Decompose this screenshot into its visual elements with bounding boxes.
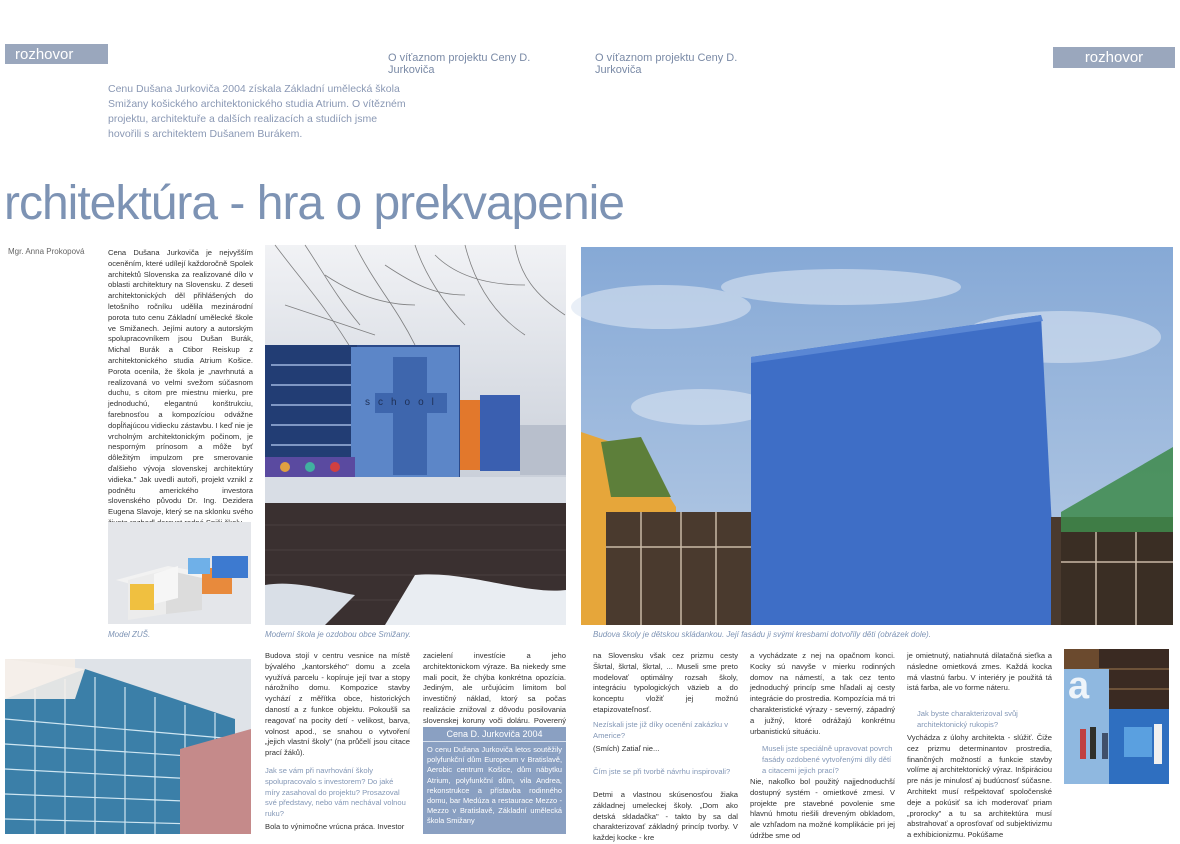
- right-col1-text: na Slovensku však cez prizmu cesty Škrtal, škrtal, škrtal, ... Museli sme preto modelovať optimálny rozsah školy, integráciu typologických väzieb a do konceptu vložiť jej možnú etapizovateľnosť.: [593, 651, 738, 714]
- sidebar-box: [423, 727, 566, 834]
- blue-building-photo: [581, 247, 1173, 625]
- facade-letter: a: [1068, 665, 1090, 707]
- right-col1-answer2: Detmi a vlastnou skúsenosťou žiaka základnej umeleckej školy. „Dom ako detská skladačka" - takto by sa dal charakterizovať základný princíp tvorby. V každej kocke - kre: [593, 790, 738, 843]
- sidebar-title: Cena D. Jurkoviča 2004: [423, 727, 566, 742]
- right-col2-question: Museli jste speciálně upravovat povrch fasády ozdobené vytvořenými díly dětí a citacemi jejich prací?: [762, 744, 893, 775]
- model-illustration: [108, 522, 251, 624]
- col2-text: Budova stojí v centru vesnice na místě bývalého „kantorského" domu a zcela využívá parcelu - kopíruje její tvar a stopy nárožního domu. Kompozice stavby vychází z měřítka obce, historických daností a z funkce objektu. Pokoušli sa reagovať na pocity detí - velikost, barva, volnost apod., se snahou o vytvoření „jejich vlastní školy" (na průčelí jsou citace prací žáků).: [265, 651, 410, 758]
- right-col1-question2: Čím jste se při tvorbě návrhu inspirovali?: [593, 767, 731, 776]
- photo-caption-left: Moderní škola je ozdobou obce Smižany.: [265, 630, 411, 639]
- blue-building-illustration: [581, 247, 1173, 625]
- article-title: rchitektúra - hra o prekvapenie: [4, 177, 624, 230]
- right-col1-answer1: (Smích) Zatiaľ nie...: [593, 744, 660, 753]
- running-head-left: O víťaznom projektu Ceny D. Jurkoviča: [388, 52, 531, 76]
- glass-building-illustration: [5, 659, 251, 834]
- glass-building-photo: [5, 659, 251, 834]
- model-image: [108, 522, 251, 624]
- intro-text: Cena Dušana Jurkoviča je nejvyšším oceněním, které udílejí každoročně Spolek architektů Slovenska za realizované dílo v oblasti architektury na Slovensku. Z deseti architektonických děl přihlášených do letošního ročníku udělila mezinárodní porota tuto cenu Základní umělecké škole ve Smižanech. Jejími autory a autorským spolupracovníkem jsou Dušan Burák, Michal Burák a Ctibor Reiskup z architektonického studia Atrium Košice. Porota ocenila, že škola je „navrhnutá a realizovaná vo velmi svežom súčasnom duchu, s citom pre miestnu mierku, pre jednoduchú, elegantnú konštrukciu, farebnosťou a kompozíciou odvážne dopĺňajúcou vidiecku zástavbu. I keď nie je vrcholným architektonickým počinom, je nesporným prínosom a môže byť dôležitým impulzom pre smerovanie ďalšieho vývoja slovenskej architektúry vidieka." Jak uvedli autoři, projekt vznikl z podnětu amerického investora slovenského původu Dr. Ing. Dezidera Eugena Slavoje, který se na sklonku svého: [108, 248, 253, 517]
- section-tag-right: rozhovor: [1053, 47, 1175, 68]
- col3-text: zacielení investície a jeho architektonickom výraze. Ba niekedy sme mali pocit, že chýba konkrétna opozícia. Jediným, ale určujúcim limitom bol investičný náklad, ktorý sa počas realizácie znižoval z dôvodu posilovania slovenskej koruny voči doláru. Poverený: [423, 651, 566, 725]
- right-col2-text: a vychádzate z nej na opačnom konci. Kocky sú navyše v mierku rodinných domov na námestí, a tak cez tento jednoduchý princíp sme hľadali aj cesty integrácie do prostredia. Kompozícia má tri charakteristické výrazy - severný, západný a južný, ktoré odrážajú konkrétnu urbanistickú situáciu.: [750, 651, 895, 736]
- right-col3-question: Jak byste charakterizoval svůj architektonický rukopis?: [917, 709, 1018, 729]
- col2-answer: Bola to výnimočne vrúcna práca. Investor: [265, 822, 405, 831]
- sidebar-text: O cenu Dušana Jurkoviča letos soutěžily polyfunkční dům Europeum v Bratislavě, Aerobic centrum Košice, dům nábytku Atrium, polyfunkční dům, vila Andrea, rekonstrukce a přístavba rodinného domu, bar Medúza a restaurace Mezzo - Mezzo v Bratislavě, Základní umělecká škola Smižany: [427, 745, 562, 826]
- lead-paragraph: Cenu Dušana Jurkoviča 2004 získala Základní umělecká škola Smižany košického architektonického studia Atrium. O vítězném projektu, architektuře a dalších realizacích a studiích jsme hovořili s architektem Dušanem Burákem.: [108, 83, 406, 140]
- right-col1-question1: Nezískali jste již díky ocenění zakázku v Americe?: [593, 720, 729, 740]
- author-name: Mgr. Anna Prokopová: [8, 247, 85, 256]
- col2-question: Jak se vám při navrhování školy spolupracovalo s investorem? Do jaké míry zasahoval do projektu? Prosazoval své představy, nebo vám nechával volnou ruku?: [265, 766, 406, 819]
- right-col3-text: je omietnutý, natiahnutá dilatačná sieťka a následne omietková zmes. Každá kocka má vlastnú farbu. V interiéry je použitá tá istá farba, ale vo forme náteru.: [907, 651, 1052, 693]
- right-col3-answer: Vychádza z úlohy architekta - slúžiť. Čiže cez prizmu determinantov prostredia, finančných možností a funkcie stavby volíme aj architektonický výraz. Inšpiráciou pre nás je minulosť aj budúcnosť súčasne. Architekt musí rešpektovať spoločenské deje a pokúsiť sa ich moderovať priam „prorocky" a tu sa architektúra musí abstrahovať a oprosťovať od subjektivizmu a exhibicionizmu. Pokúšame: [907, 733, 1052, 840]
- model-caption: Model ZUŠ.: [108, 630, 151, 639]
- facade-detail-photo: [1064, 649, 1169, 784]
- running-head-right: O víťaznom projektu Ceny D. Jurkoviča: [595, 52, 738, 76]
- school-sign: school: [365, 397, 442, 408]
- photo-caption-right: Budova školy je dětskou skládankou. Její fasádu ji svými kresbami dotvořily děti (obrázek dole).: [593, 630, 931, 639]
- section-tag-left: rozhovor: [5, 44, 108, 64]
- school-photo-illustration: [265, 245, 566, 625]
- school-photo: [265, 245, 566, 625]
- right-col2-answer: Nie, nakoľko bol použitý najjednoduchší dostupný systém - omietkové zmesi. V projekte pre stavebné povolenie sme hlavnú hmotu riešili dreveným obkladom, ale vzhľadom na možné komplikácie pri jej údržbe sme od: [750, 777, 895, 840]
